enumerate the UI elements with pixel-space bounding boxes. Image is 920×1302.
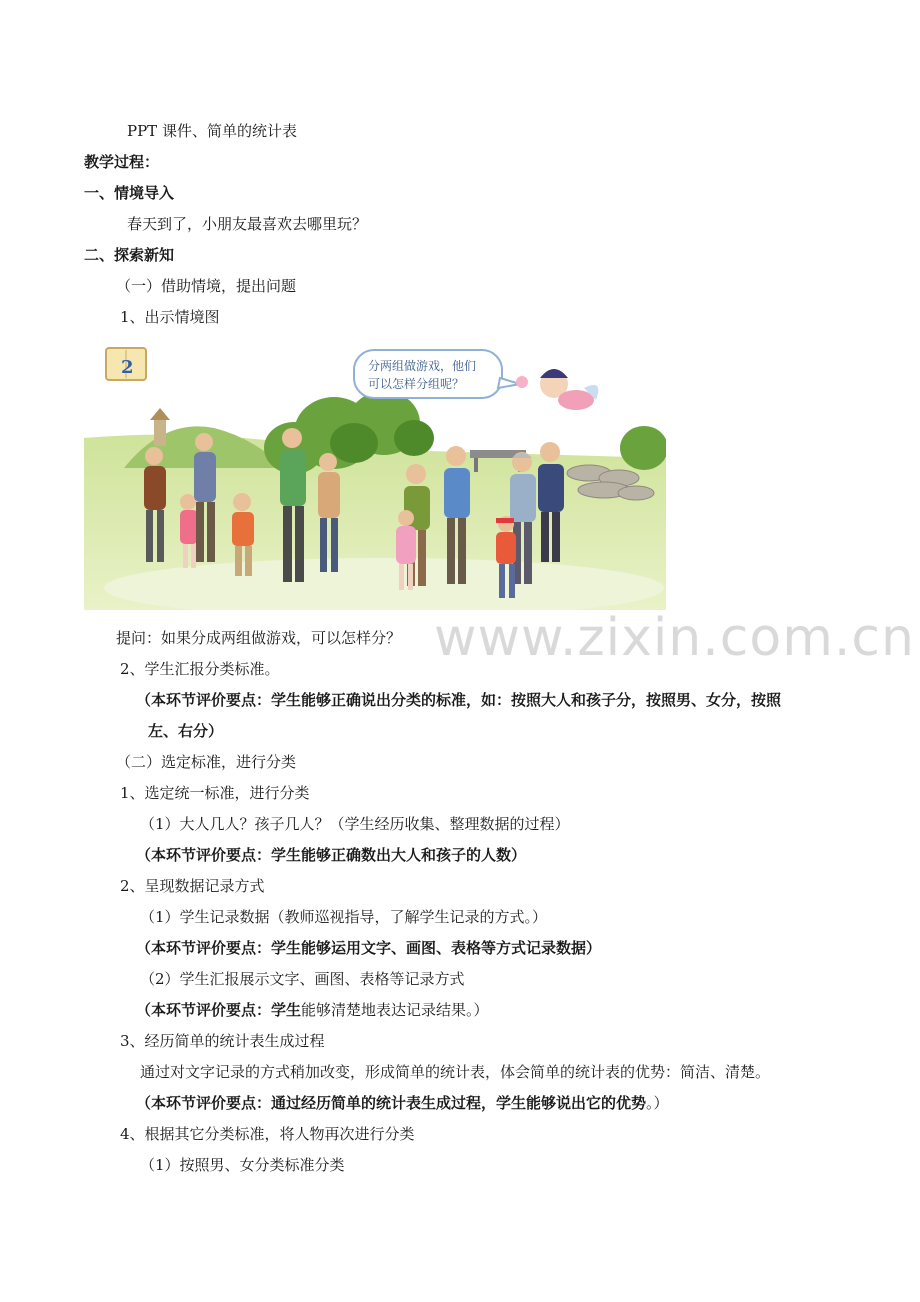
speech-line-1: 分两组做游戏，他们 — [368, 359, 477, 373]
section1-text: 春天到了，小朋友最喜欢去哪里玩？ — [127, 215, 368, 233]
part1-title: （一）借助情境，提出问题 — [116, 277, 297, 295]
section1-title: 一、情境导入 — [84, 184, 175, 202]
part2-step2-eval1: （本环节评价要点：学生能够运用文字、画图、表格等方式记录数据） — [136, 939, 602, 957]
speech-line-2: 可以怎样分组呢？ — [368, 377, 465, 391]
part2-step1: 1、选定统一标准，进行分类 — [120, 784, 310, 802]
part2-step3-eval — [136, 1093, 669, 1113]
part2-step1-sub1: （1）大人几人？孩子几人？（学生经历收集、整理数据的过程） — [140, 815, 570, 833]
question-line: 提问：如果分成两组做游戏，可以怎样分？ — [116, 629, 402, 647]
section2-title: 二、探索新知 — [84, 246, 175, 264]
part2-step4-sub1: （1）按照男、女分类标准分类 — [140, 1156, 345, 1174]
part2-step3: 3、经历简单的统计表生成过程 — [120, 1032, 325, 1050]
part2-step3-eval-rest: 。） — [646, 1094, 669, 1112]
part2-step2-eval2-rest: 能够清楚地表达记录结果。） — [301, 1001, 489, 1019]
part2-step2-eval2-bold: （本环节评价要点：学生 — [136, 1001, 302, 1019]
part1-eval-line-1: （本环节评价要点：学生能够正确说出分类的标准，如：按照大人和孩子分，按照男、女分，按照 — [136, 691, 782, 709]
part1-step1: 1、出示情境图 — [120, 308, 220, 326]
part2-step4: 4、根据其它分类标准，将人物再次进行分类 — [120, 1125, 415, 1143]
part1-step2: 2、学生汇报分类标准。 — [120, 660, 280, 678]
watermark: www.zixin.com.cn — [434, 608, 915, 668]
part2-step2: 2、呈现数据记录方式 — [120, 877, 265, 895]
part2-step1-eval: （本环节评价要点：学生能够正确数出大人和孩子的人数） — [136, 846, 527, 864]
part1-eval-line-2: 左、右分） — [148, 722, 224, 740]
part2-title: （二）选定标准，进行分类 — [116, 753, 297, 771]
scenario-illustration — [84, 338, 666, 610]
part2-step3-text: 通过对文字记录的方式稍加改变，形成简单的统计表，体会简单的统计表的优势：简洁、清楚。 — [140, 1063, 771, 1081]
part2-step2-eval2 — [136, 1000, 489, 1020]
part2-step2-sub1: （1）学生记录数据（教师巡视指导，了解学生记录的方式。） — [140, 908, 548, 926]
part2-step3-eval-bold: （本环节评价要点：通过经历简单的统计表生成过程，学生能够说出它的优势 — [136, 1094, 647, 1112]
badge-number: 2 — [121, 357, 134, 378]
angel-character-icon — [516, 369, 598, 410]
process-title: 教学过程： — [84, 153, 160, 171]
part2-step2-sub2: （2）学生汇报展示文字、画图、表格等记录方式 — [140, 970, 465, 988]
materials-line: PPT 课件、简单的统计表 — [127, 122, 297, 140]
